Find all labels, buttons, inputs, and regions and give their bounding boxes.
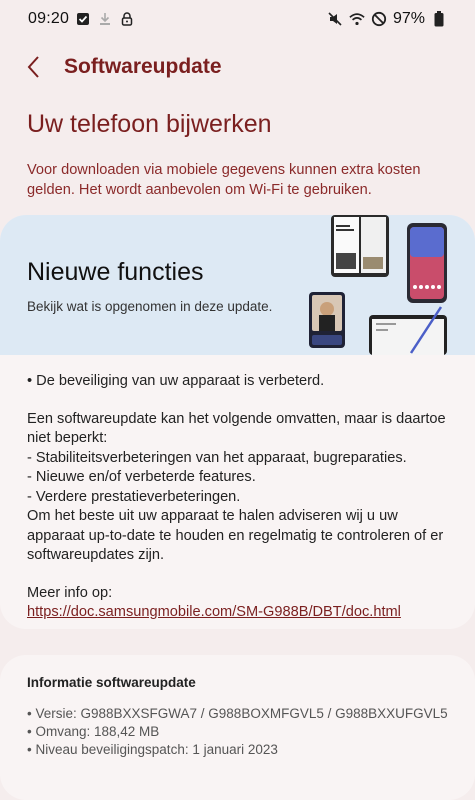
more-info-label: Meer info op: xyxy=(27,584,113,601)
download-icon xyxy=(97,11,113,27)
page-title: Uw telefoon bijwerken xyxy=(27,110,272,138)
size-info: • Omvang: 188,42 MB xyxy=(27,724,160,740)
app-bar-title: Softwareupdate xyxy=(64,55,222,78)
wifi-icon xyxy=(349,11,365,27)
new-features-title: Nieuwe functies xyxy=(27,258,204,286)
update-description xyxy=(27,372,457,623)
update-info-card xyxy=(0,655,475,800)
status-time: 09:20 xyxy=(28,10,70,27)
devices-illustration xyxy=(301,215,461,355)
scope-item-performance: - Verdere prestatieverbeteringen. xyxy=(27,488,241,505)
scope-item-stability: - Stabiliteitsverbeteringen van het apparaat, bugreparaties. xyxy=(27,449,407,466)
update-details-card xyxy=(0,215,475,629)
update-info-list xyxy=(27,705,448,760)
scope-intro: Een softwareupdate kan het volgende omvatten, maar is daartoe niet beperkt: xyxy=(27,410,446,446)
version-info: • Versie: G988BXXSFGWA7 / G988BOXMFGVL5 / G988BXXUFGVL5 xyxy=(27,706,448,721)
do-not-disturb-icon xyxy=(371,11,387,27)
chevron-left-icon xyxy=(26,55,42,79)
mobile-data-warning: Voor downloaden via mobiele gegevens kunnen extra kosten gelden. Het wordt aanbevolen om Wi-Fi te gebruiken. xyxy=(27,162,421,198)
battery-icon xyxy=(431,11,447,27)
mute-icon xyxy=(327,11,343,27)
lock-icon xyxy=(119,11,135,27)
app-bar xyxy=(0,45,475,89)
check-square-icon xyxy=(75,11,91,27)
back-button[interactable] xyxy=(14,47,54,87)
status-bar xyxy=(0,0,475,38)
scope-item-features: - Nieuwe en/of verbeterde features. xyxy=(27,469,256,485)
new-features-banner[interactable] xyxy=(0,215,475,355)
advice-text: Om het beste uit uw apparaat te halen adviseren wij u uw apparaat up-to-date te houden en regelmatig te controleren of er softwareupdates zijn. xyxy=(27,508,444,563)
more-info-link[interactable]: https://doc.samsungmobile.com/SM-G988B/DBT/doc.html xyxy=(27,604,401,620)
security-patch-info: • Niveau beveiligingspatch: 1 januari 2023 xyxy=(27,742,278,758)
battery-percentage: 97% xyxy=(392,10,425,27)
update-info-title: Informatie softwareupdate xyxy=(27,675,196,690)
security-improvement-line: • De beveiliging van uw apparaat is verbeterd. xyxy=(27,373,325,389)
new-features-subtitle: Bekijk wat is opgenomen in deze update. xyxy=(27,299,273,314)
